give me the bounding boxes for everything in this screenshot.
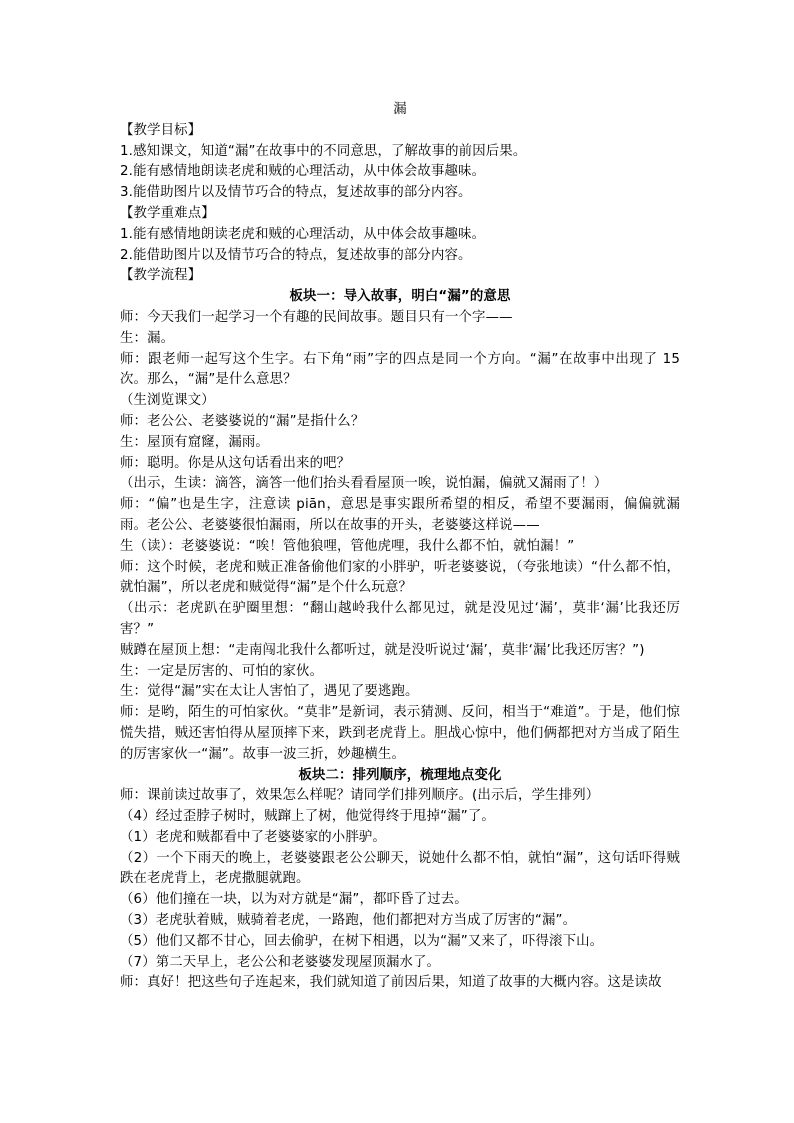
dialogue-line: 生：屋顶有窟窿，漏雨。 — [120, 434, 269, 450]
order-item: （7）第二天早上，老公公和老婆婆发现屋顶漏水了。 — [120, 954, 441, 970]
flow-heading: 【教学流程】 — [120, 268, 202, 284]
section1-body — [120, 308, 680, 766]
dialogue-line: 师：跟老师一起写这个生字。右下角“雨”字的四点是同一个方向。“漏”在故事中出现了 15次。那么，“漏”是什么意思？ — [120, 351, 680, 388]
dialogue-line: 生（读）：老婆婆说：“唉！管他狼哩，管他虎哩，我什么都不怕，就怕漏！” — [120, 538, 575, 554]
dialogue-line: 师：今天我们一起学习一个有趣的民间故事。题目只有一个字—— — [120, 309, 513, 325]
dialogue-line: 师：这个时候，老虎和贼正准备偷他们家的小胖驴，听老婆婆说，（夸张地读）“什么都不怕，就怕漏”，所以老虎和贼觉得“漏”是个什么玩意？ — [120, 559, 680, 596]
key-points-list — [120, 225, 680, 267]
key-point-item: 2.能借助图片以及情节巧合的特点，复述故事的部分内容。 — [120, 247, 472, 263]
dialogue-line: （出示，生读：滴答，滴答一他们抬头看看屋顶一唉，说怕漏，偏就又漏雨了！） — [120, 476, 608, 492]
order-item: （4）经过歪脖子树时，贼蹿上了树，他觉得终于甩掉“漏”了。 — [120, 809, 495, 825]
dialogue-line: （生浏览课文） — [120, 393, 215, 409]
goals-list — [120, 142, 680, 204]
dialogue-line: 师：“偏”也是生字，注意读 piān，意思是事实跟所希望的相反，希望不要漏雨，偏偏就漏雨。老公公、老婆婆很怕漏雨，所以在故事的开头，老婆婆这样说—— — [120, 497, 680, 533]
goals-heading: 【教学目标】 — [120, 122, 202, 138]
order-item: （5）他们又都不甘心，回去偷驴，在树下相遇，以为“漏”又来了，吓得滚下山。 — [120, 933, 604, 949]
dialogue-line: 生：漏。 — [120, 330, 175, 346]
goal-item: 3.能借助图片以及情节巧合的特点，复述故事的部分内容。 — [120, 185, 472, 201]
dialogue-line: 师：老公公、老婆婆说的“漏”是指什么？ — [120, 413, 365, 429]
order-item: （3）老虎驮着贼，贼骑着老虎，一路跑，他们都把对方当成了厉害的“漏”。 — [120, 913, 577, 929]
section2-title: 板块二：排列顺序，梳理地点变化 — [298, 767, 502, 783]
order-item: （2）一个下雨天的晚上，老婆婆跟老公公聊天，说她什么都不怕，就怕“漏”，这句话吓得贼跌在老虎背上，老虎撒腿就跑。 — [120, 850, 680, 887]
dialogue-line: 生：一定是厉害的、可怕的家伙。 — [120, 663, 324, 679]
dialogue-line: 生：觉得“漏”实在太让人害怕了，遇见了要逃跑。 — [120, 684, 419, 700]
goal-item: 1.感知课文，知道“漏”在故事中的不同意思，了解故事的前因后果。 — [120, 143, 527, 159]
key-point-item: 1.能有感情地朗读老虎和贼的心理活动，从中体会故事趣味。 — [120, 226, 486, 242]
dialogue-line: （出示：老虎趴在驴圈里想：“翻山越岭我什么都见过，就是没见过‘漏’，莫非‘漏’比我还厉害？” — [120, 601, 680, 637]
dialogue-line: 贼蹲在屋顶上想：“走南闯北我什么都听过，就是没听说过‘漏’，莫非‘漏’比我还厉害？”) — [120, 642, 645, 658]
key-points-heading: 【教学重难点】 — [120, 205, 215, 221]
dialogue-line: 师：真好！把这些句子连起来，我们就知道了前因后果，知道了故事的大概内容。这是读故 — [120, 975, 662, 991]
order-item: （6）他们撞在一块，以为对方就是“漏”，都吓昏了过去。 — [120, 892, 468, 908]
goal-item: 2.能有感情地朗读老虎和贼的心理活动，从中体会故事趣味。 — [120, 164, 486, 180]
order-item: （1）老虎和贼都看中了老婆婆家的小胖驴。 — [120, 829, 386, 845]
dialogue-line: 师：课前读过故事了，效果怎么样呢？请同学们排列顺序。(出示后，学生排列） — [120, 788, 600, 804]
section2-body — [120, 786, 680, 994]
section1-title: 板块一：导入故事，明白“漏”的意思 — [289, 289, 511, 305]
dialogue-line: 师：是哟，陌生的可怕家伙。“莫非”是新词，表示猜测、反问，相当于“难道”。于是，他们惊慌失措，贼还害怕得从屋顶摔下来，跌到老虎背上。胆战心惊中，他们俩都把对方当成了陌生的厉害家伙一“漏”。故事一波三折，妙趣横生。 — [120, 705, 680, 762]
document-page — [120, 100, 680, 994]
document-title: 漏 — [393, 102, 407, 117]
dialogue-line: 师：聪明。你是从这句话看出来的吧？ — [120, 455, 351, 471]
